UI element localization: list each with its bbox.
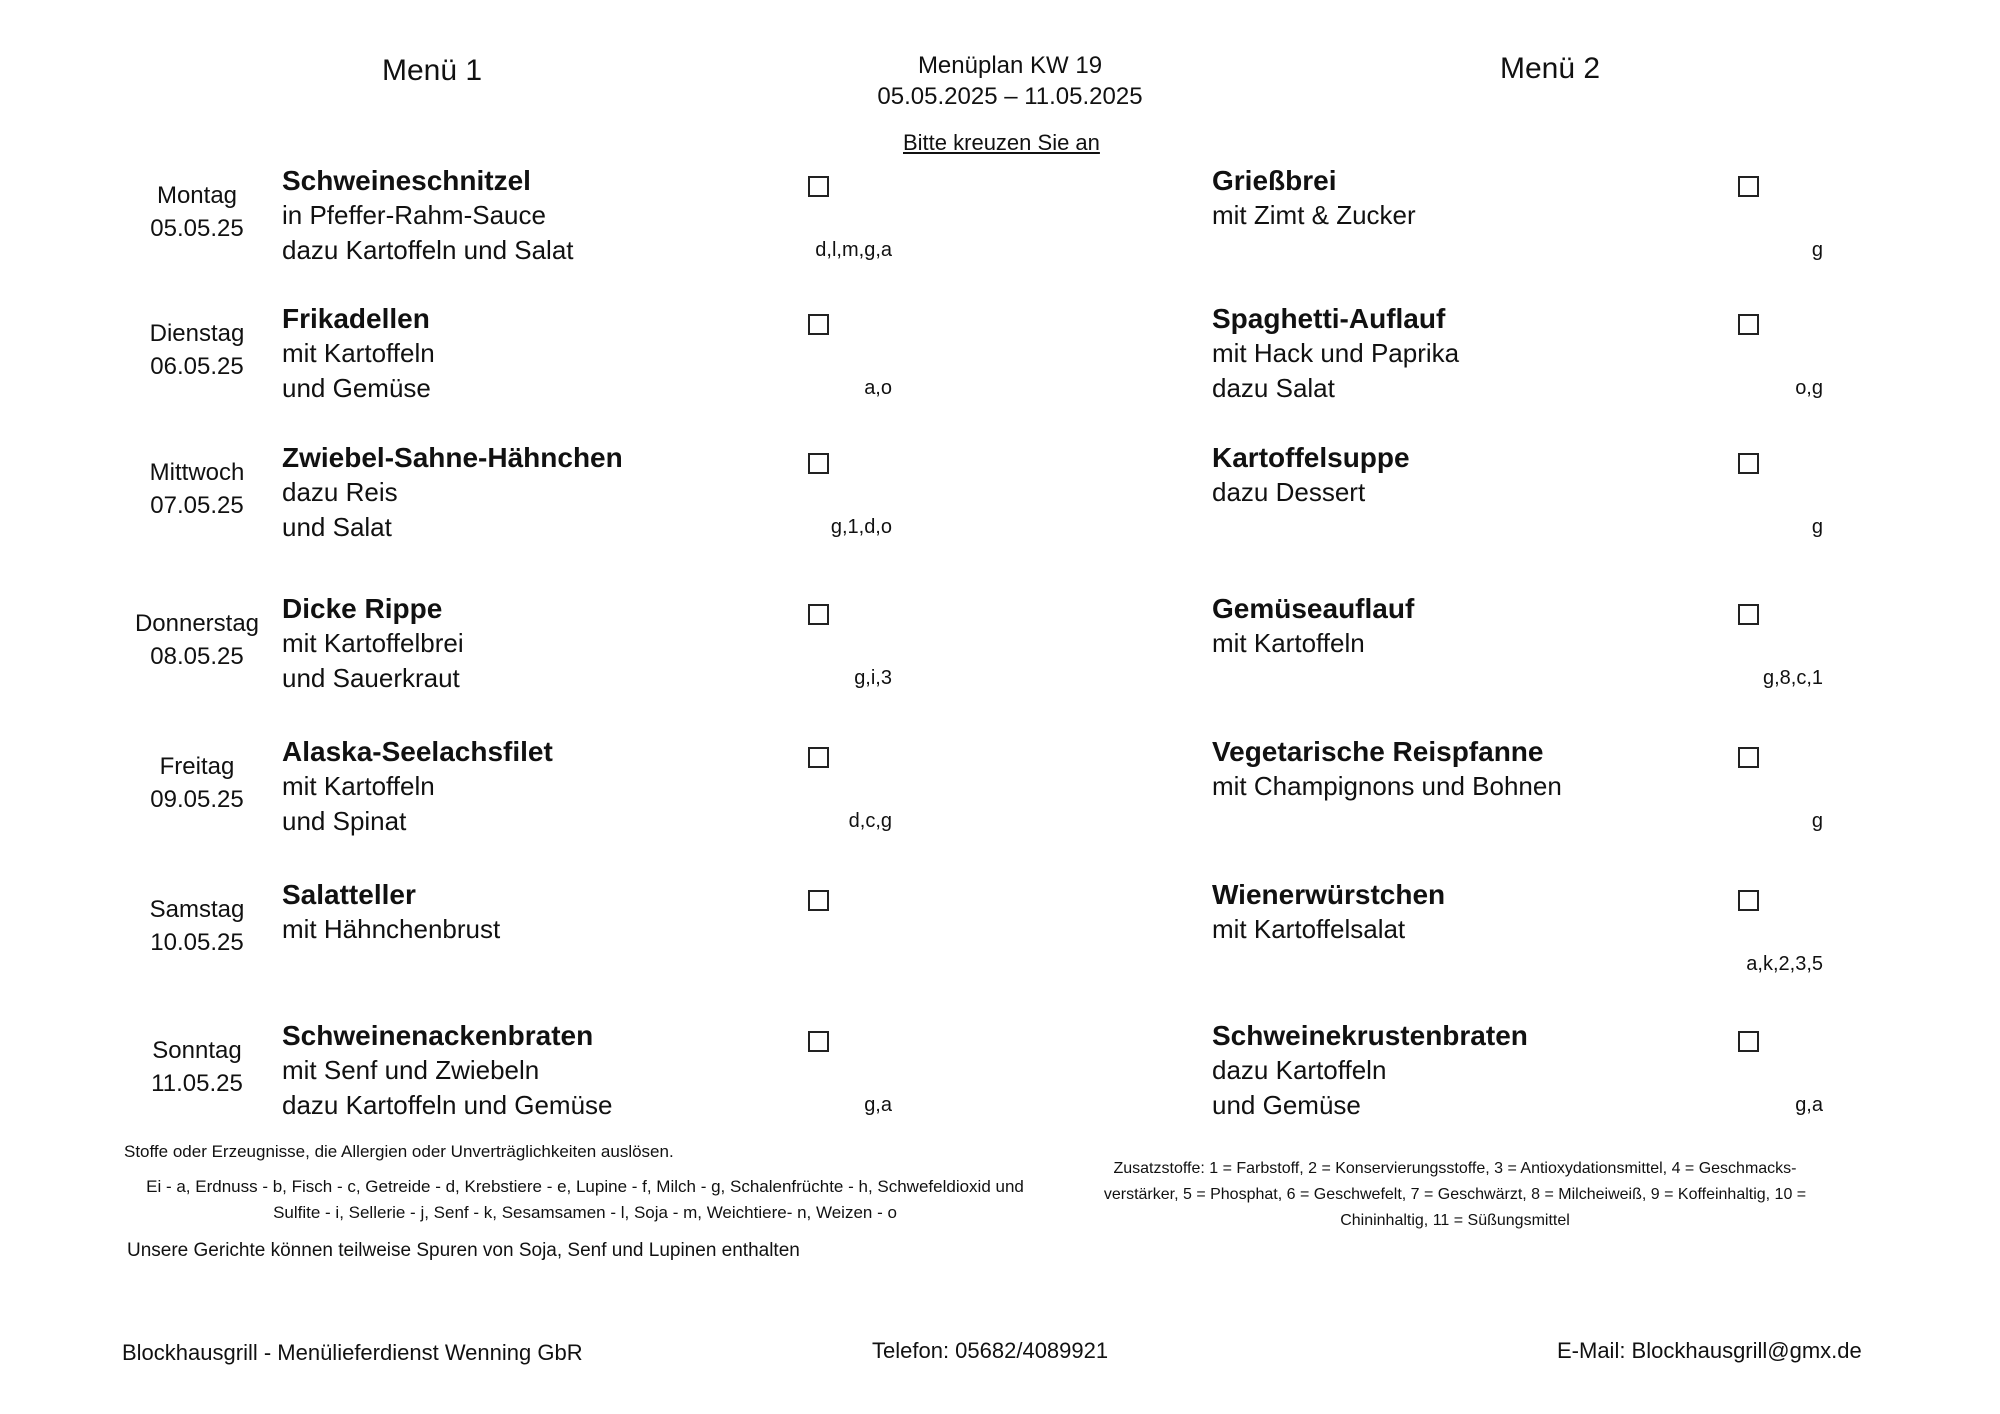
plan-date-range: 05.05.2025 – 11.05.2025	[877, 83, 1143, 110]
dish-description: mit Senf und Zwiebeln	[282, 1055, 540, 1085]
menu2-allergen-codes: g,a	[1795, 1094, 1823, 1116]
menu1-allergen-codes: d,l,m,g,a	[815, 239, 892, 261]
dish-description: mit Champignons und Bohnen	[1212, 771, 1562, 801]
day-date: 07.05.25	[150, 492, 244, 519]
dish-name: Schweineschnitzel	[282, 165, 531, 196]
dish-name: Spaghetti-Auflauf	[1212, 303, 1446, 334]
menu1-dish	[282, 440, 623, 545]
dish-description: mit Zimt & Zucker	[1212, 200, 1416, 230]
menu1-dish	[282, 301, 435, 406]
footer-company: Blockhausgrill - Menülieferdienst Wenning GbR	[122, 1340, 583, 1365]
day-name: Dienstag	[149, 320, 245, 347]
menu1-column-title: Menü 1	[382, 54, 483, 87]
additives-legend-line: Zusatzstoffe: 1 = Farbstoff, 2 = Konservierungsstoffe, 3 = Antioxydationsmittel, 4 = Geschmacks-	[1113, 1160, 1797, 1177]
dish-name: Alaska-Seelachsfilet	[282, 736, 553, 767]
menu1-order-checkbox[interactable]	[808, 1031, 829, 1052]
day-label	[122, 607, 272, 673]
dish-name: Schweinekrustenbraten	[1212, 1020, 1528, 1051]
menu2-dish	[1212, 440, 1410, 510]
day-date: 05.05.25	[150, 215, 244, 242]
day-date: 08.05.25	[150, 643, 244, 670]
dish-name: Vegetarische Reispfanne	[1212, 736, 1544, 767]
dish-description: mit Kartoffelbrei	[282, 628, 464, 658]
dish-name: Gemüseauflauf	[1212, 593, 1415, 624]
menu2-allergen-codes: o,g	[1795, 377, 1823, 399]
dish-description: mit Kartoffelsalat	[1212, 914, 1406, 944]
menu1-dish	[282, 591, 464, 696]
menu1-order-checkbox[interactable]	[808, 314, 829, 335]
day-label	[122, 317, 272, 383]
menu2-dish	[1212, 591, 1414, 661]
dish-description: und Gemüse	[1212, 1090, 1361, 1120]
dish-description: dazu Salat	[1212, 373, 1335, 403]
menu1-allergen-codes: d,c,g	[848, 810, 892, 832]
menu1-allergen-codes: g,1,d,o	[830, 516, 892, 538]
menu2-allergen-codes: g	[1811, 239, 1823, 261]
day-name: Samstag	[149, 896, 245, 923]
dish-description: und Spinat	[282, 806, 407, 836]
day-name: Mittwoch	[149, 459, 245, 486]
menu2-order-checkbox[interactable]	[1738, 604, 1759, 625]
plan-heading	[810, 50, 1210, 112]
day-date: 09.05.25	[150, 786, 244, 813]
menu2-dish	[1212, 1018, 1528, 1123]
day-name: Sonntag	[152, 1037, 242, 1064]
allergy-legend	[130, 1174, 1040, 1226]
allergy-legend-line: Ei - a, Erdnuss - b, Fisch - c, Getreide - d, Krebstiere - e, Lupine - f, Milch - g, Schalenfrüchte - h, Schwefeldioxid und	[146, 1177, 1024, 1196]
dish-name: Zwiebel-Sahne-Hähnchen	[282, 442, 623, 473]
menu1-dish	[282, 734, 553, 839]
allergy-title: Stoffe oder Erzeugnisse, die Allergien oder Unverträglichkeiten auslösen.	[124, 1142, 674, 1161]
plan-title: Menüplan KW 19	[917, 52, 1103, 79]
menu1-order-checkbox[interactable]	[808, 890, 829, 911]
day-label	[122, 750, 272, 816]
menu2-order-checkbox[interactable]	[1738, 1031, 1759, 1052]
dish-name: Frikadellen	[282, 303, 430, 334]
menu1-allergen-codes: g,i,3	[854, 667, 892, 689]
dish-description: und Gemüse	[282, 373, 431, 403]
menu2-order-checkbox[interactable]	[1738, 314, 1759, 335]
menu2-dish	[1212, 877, 1445, 947]
menu1-allergen-codes: a,o	[864, 377, 892, 399]
dish-description: mit Kartoffeln	[1212, 628, 1365, 658]
additives-legend	[1055, 1156, 1855, 1234]
day-date: 10.05.25	[150, 929, 244, 956]
menu1-order-checkbox[interactable]	[808, 604, 829, 625]
dish-description: dazu Kartoffeln und Gemüse	[282, 1090, 613, 1120]
footer-email: E-Mail: Blockhausgrill@gmx.de	[1557, 1338, 1862, 1363]
menu1-order-checkbox[interactable]	[808, 176, 829, 197]
day-label	[122, 456, 272, 522]
dish-name: Kartoffelsuppe	[1212, 442, 1410, 473]
menu1-allergen-codes: g,a	[864, 1094, 892, 1116]
check-hint: Bitte kreuzen Sie an	[903, 130, 1100, 155]
day-label	[122, 179, 272, 245]
menu2-order-checkbox[interactable]	[1738, 453, 1759, 474]
footer-phone: Telefon: 05682/4089921	[872, 1338, 1109, 1363]
day-label	[122, 1034, 272, 1100]
dish-description: mit Hähnchenbrust	[282, 914, 501, 944]
dish-description: mit Hack und Paprika	[1212, 338, 1460, 368]
dish-name: Grießbrei	[1212, 165, 1337, 196]
dish-name: Wienerwürstchen	[1212, 879, 1446, 910]
menu2-allergen-codes: g,8,c,1	[1762, 667, 1823, 689]
day-name: Donnerstag	[134, 610, 260, 637]
menu1-dish	[282, 877, 500, 947]
allergy-legend-line: Sulfite - i, Sellerie - j, Senf - k, Sesamsamen - l, Soja - m, Weichtiere- n, Weizen - o	[273, 1203, 897, 1222]
dish-name: Salatteller	[282, 879, 416, 910]
menu1-dish	[282, 163, 574, 268]
menu2-order-checkbox[interactable]	[1738, 176, 1759, 197]
dish-description: dazu Kartoffeln und Salat	[282, 235, 574, 265]
dish-description: dazu Reis	[282, 477, 398, 507]
additives-legend-line: Chininhaltig, 11 = Süßungsmittel	[1340, 1212, 1570, 1229]
day-date: 11.05.25	[151, 1070, 243, 1097]
menu1-dish	[282, 1018, 613, 1123]
dish-description: mit Kartoffeln	[282, 771, 435, 801]
day-date: 06.05.25	[150, 353, 244, 380]
day-name: Freitag	[159, 753, 235, 780]
traces-note: Unsere Gerichte können teilweise Spuren von Soja, Senf und Lupinen enthalten	[127, 1240, 800, 1261]
menu1-order-checkbox[interactable]	[808, 747, 829, 768]
menu2-order-checkbox[interactable]	[1738, 747, 1759, 768]
menu2-allergen-codes: g	[1811, 810, 1823, 832]
dish-description: in Pfeffer-Rahm-Sauce	[282, 200, 546, 230]
menu2-dish	[1212, 301, 1459, 406]
dish-description: dazu Dessert	[1212, 477, 1366, 507]
dish-name: Schweinenackenbraten	[282, 1020, 594, 1051]
menu2-column-title: Menü 2	[1500, 52, 1601, 85]
dish-description: und Salat	[282, 512, 392, 542]
dish-name: Dicke Rippe	[282, 593, 443, 624]
day-label	[122, 893, 272, 959]
day-name: Montag	[156, 182, 238, 209]
menu2-order-checkbox[interactable]	[1738, 890, 1759, 911]
dish-description: dazu Kartoffeln	[1212, 1055, 1387, 1085]
menu2-allergen-codes: a,k,2,3,5	[1746, 953, 1823, 975]
dish-description: und Sauerkraut	[282, 663, 460, 693]
menu2-dish	[1212, 734, 1562, 804]
menu2-allergen-codes: g	[1811, 516, 1823, 538]
dish-description: mit Kartoffeln	[282, 338, 435, 368]
menu2-dish	[1212, 163, 1416, 233]
menu1-order-checkbox[interactable]	[808, 453, 829, 474]
additives-legend-line: verstärker, 5 = Phosphat, 6 = Geschwefelt, 7 = Geschwärzt, 8 = Milcheiweiß, 9 = Koffeinhaltig, 10 =	[1103, 1186, 1807, 1203]
